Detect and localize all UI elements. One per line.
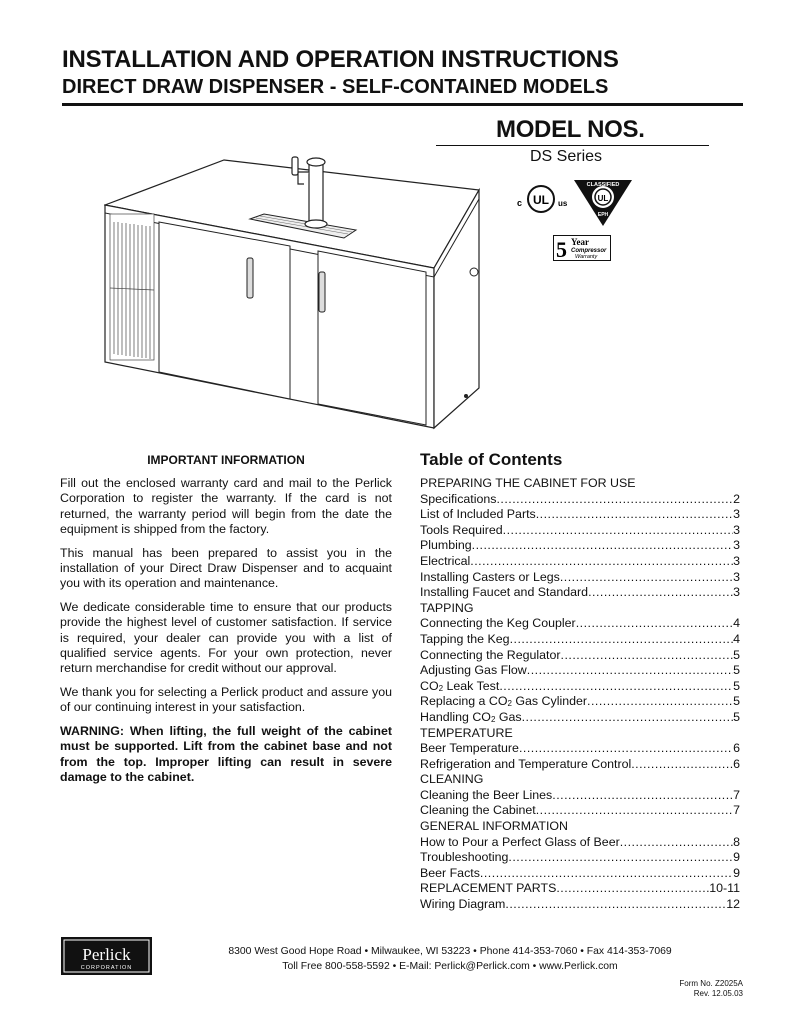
form-no-text: Form No. Z2025A [679, 979, 743, 988]
toc-entry-page: 2 [733, 491, 740, 506]
toc-entry-label: Wiring Diagram [420, 897, 506, 912]
toc-entry-page: 3 [733, 507, 740, 522]
toc-entry-page: 12 [726, 897, 740, 912]
toc-entry-label: Specifications [420, 491, 497, 506]
toc-entry-label: Refrigeration and Temperature Control [420, 756, 632, 771]
toc-entry-page: 3 [733, 522, 740, 537]
toc-entry [420, 632, 740, 648]
toc-entry [420, 694, 740, 710]
logo-sub: CORPORATION [80, 965, 133, 971]
toc-leader-dots [536, 507, 733, 523]
model-rule [436, 145, 709, 146]
toc-leader-dots [588, 585, 733, 601]
toc-entry-label: REPLACEMENT PARTS [420, 881, 557, 896]
classified-ul-text: UL [597, 194, 609, 203]
toc-entry [420, 538, 740, 554]
toc-section-heading: TEMPERATURE [420, 725, 513, 740]
toc-leader-dots [556, 881, 709, 897]
toc-leader-dots [576, 616, 733, 632]
toc-entry-page: 4 [733, 616, 740, 631]
toc-leader-dots [480, 866, 733, 882]
toc-section-heading: TAPPING [420, 600, 474, 615]
toc-leader-dots [510, 632, 734, 648]
toc-entry [420, 803, 740, 819]
document-subtitle: DIRECT DRAW DISPENSER - SELF-CONTAINED MODELS [62, 76, 609, 98]
important-paragraph: We dedicate considerable time to ensure that our products provide the highest level of customer satisfaction. If service is required, your dealer can provide you with a list of qualified service agents. For your own protection, never return merchandise for credit without our approval. [60, 599, 392, 676]
toc-entry-label: Beer Facts [420, 865, 480, 880]
model-series: DS Series [530, 148, 603, 165]
perlick-logo [61, 937, 152, 975]
toc-entry-page: 3 [733, 569, 740, 584]
toc-entry [420, 507, 740, 523]
toc-entry [420, 648, 740, 664]
toc-entry-page: 5 [733, 709, 740, 724]
toc-section-heading: CLEANING [420, 772, 484, 787]
toc-entry [420, 570, 740, 586]
toc-entry [420, 788, 740, 804]
warranty-word: Warranty [575, 254, 598, 260]
toc-entry-label: List of Included Parts [420, 507, 536, 522]
toc-entry [420, 835, 740, 851]
toc-entry-label: Electrical [420, 553, 471, 568]
toc-entry-page: 10-11 [709, 881, 740, 896]
toc-leader-dots [587, 694, 733, 710]
toc-entry-page: 8 [733, 834, 740, 849]
toc-entry-page: 3 [733, 585, 740, 600]
toc-leader-dots [505, 897, 726, 913]
revision-text: Rev. 12.05.03 [693, 989, 743, 998]
eph-text: EPH [597, 212, 609, 218]
toc-entry-page: 4 [733, 631, 740, 646]
footer-address: 8300 West Good Hope Road • Milwaukee, WI 53223 • Phone 414-353-7060 • Fax 414-353-7069 [228, 946, 672, 957]
toc-entry-page: 9 [733, 865, 740, 880]
toc-entry-page: 7 [733, 803, 740, 818]
toc-entry-label: Connecting the Regulator [420, 647, 561, 662]
toc-entry-label: Plumbing [420, 538, 472, 553]
logo-name: Perlick [82, 945, 131, 964]
warranty-compressor: Compressor [571, 248, 607, 254]
toc-entry-label: Installing Casters or Legs [420, 569, 560, 584]
toc-entry-label: Replacing a $CO_2$ Gas Cylinder [420, 694, 587, 709]
toc-entry-page: 3 [733, 538, 740, 553]
classified-text: CLASSIFIED [586, 182, 620, 188]
toc-entry-label: Adjusting Gas Flow [420, 663, 527, 678]
toc-entry-page: 9 [733, 850, 740, 865]
important-info-heading: IMPORTANT INFORMATION [147, 453, 305, 467]
toc-leader-dots [560, 570, 733, 586]
toc-entry-page: 5 [733, 678, 740, 693]
toc-entry-page: 5 [733, 647, 740, 662]
toc-entry-label: $CO_2$ Leak Test [420, 678, 500, 693]
toc-entry-page: 7 [733, 787, 740, 802]
footer-contact: Toll Free 800-558-5592 • E-Mail: Perlick@Perlick.com • www.Perlick.com [282, 961, 618, 972]
toc-entry [420, 663, 740, 679]
table-of-contents [420, 476, 740, 913]
toc-leader-dots [470, 554, 733, 570]
toc-entry [420, 897, 740, 913]
toc-leader-dots [527, 663, 733, 679]
toc-entry-label: Tools Required [420, 522, 503, 537]
toc-leader-dots [519, 741, 733, 757]
toc-leader-dots [631, 757, 733, 773]
toc-entry [420, 850, 740, 866]
toc-entry [420, 866, 740, 882]
toc-entry [420, 741, 740, 757]
ul-text: UL [533, 193, 549, 207]
ul-suffix: us [558, 199, 568, 208]
toc-entry-page: 6 [733, 741, 740, 756]
toc-entry [420, 881, 740, 897]
toc-leader-dots [508, 850, 733, 866]
toc-entry [420, 585, 740, 601]
toc-entry-label: Cleaning the Beer Lines [420, 787, 553, 802]
toc-entry-page: 5 [733, 663, 740, 678]
important-paragraph: Fill out the enclosed warranty card and mail to the Perlick Corporation to register the warranty. If the card is not returned, the warranty period will begin from the date the equipment is shipped from the factory. [60, 476, 392, 537]
toc-title: Table of Contents [420, 450, 563, 469]
form-number [679, 979, 743, 999]
toc-entry-label: Installing Faucet and Standard [420, 585, 589, 600]
toc-entry [420, 523, 740, 539]
toc-entry [420, 554, 740, 570]
toc-entry-label: Troubleshooting [420, 850, 509, 865]
toc-entry-page: 6 [733, 756, 740, 771]
toc-entry-label: Cleaning the Cabinet [420, 803, 536, 818]
lifting-warning: WARNING: When lifting, the full weight of the cabinet must be supported. Lift from the cabinet base and not from the top. Improper lifting can result in severe damage to the cabinet. [60, 723, 392, 784]
toc-section-heading: GENERAL INFORMATION [420, 819, 569, 834]
document-title: INSTALLATION AND OPERATION INSTRUCTIONS [62, 46, 619, 73]
toc-leader-dots [499, 679, 733, 695]
warranty-number: 5 [556, 237, 567, 261]
toc-entry [420, 679, 740, 695]
model-label: MODEL NOS. [496, 116, 645, 143]
toc-entry-page: 5 [733, 694, 740, 709]
dispenser-cabinet-illustration [104, 150, 494, 430]
toc-leader-dots [552, 788, 733, 804]
toc-entry-label: Handling $CO_2$ Gas [420, 709, 522, 724]
important-paragraph: This manual has been prepared to assist you in the installation of your Direct Draw Dispenser and to acquaint you with its operation and maintenance. [60, 545, 392, 591]
toc-entry [420, 616, 740, 632]
toc-entry-label: Connecting the Keg Coupler [420, 616, 576, 631]
toc-section-heading: PREPARING THE CABINET FOR USE [420, 476, 636, 490]
toc-entry [420, 757, 740, 773]
toc-leader-dots [536, 803, 733, 819]
toc-entry-page: 3 [733, 553, 740, 568]
toc-entry [420, 492, 740, 508]
toc-entry [420, 710, 740, 726]
warranty-badge-icon [553, 235, 611, 261]
important-info-body [60, 476, 392, 793]
toc-entry-label: Tapping the Keg [420, 631, 510, 646]
warranty-year: Year [571, 237, 589, 247]
toc-leader-dots [561, 648, 734, 664]
important-paragraph: We thank you for selecting a Perlick product and assure you of our continuing interest in your satisfaction. [60, 684, 392, 715]
header-rule [62, 103, 743, 106]
ul-prefix: c [517, 198, 523, 208]
toc-entry-label: How to Pour a Perfect Glass of Beer [420, 834, 620, 849]
ul-certification-icon [514, 176, 634, 226]
toc-leader-dots [503, 523, 733, 539]
toc-entry-label: Beer Temperature [420, 741, 519, 756]
toc-leader-dots [496, 492, 733, 508]
toc-leader-dots [620, 835, 733, 851]
toc-leader-dots [522, 710, 734, 726]
toc-leader-dots [472, 538, 733, 554]
